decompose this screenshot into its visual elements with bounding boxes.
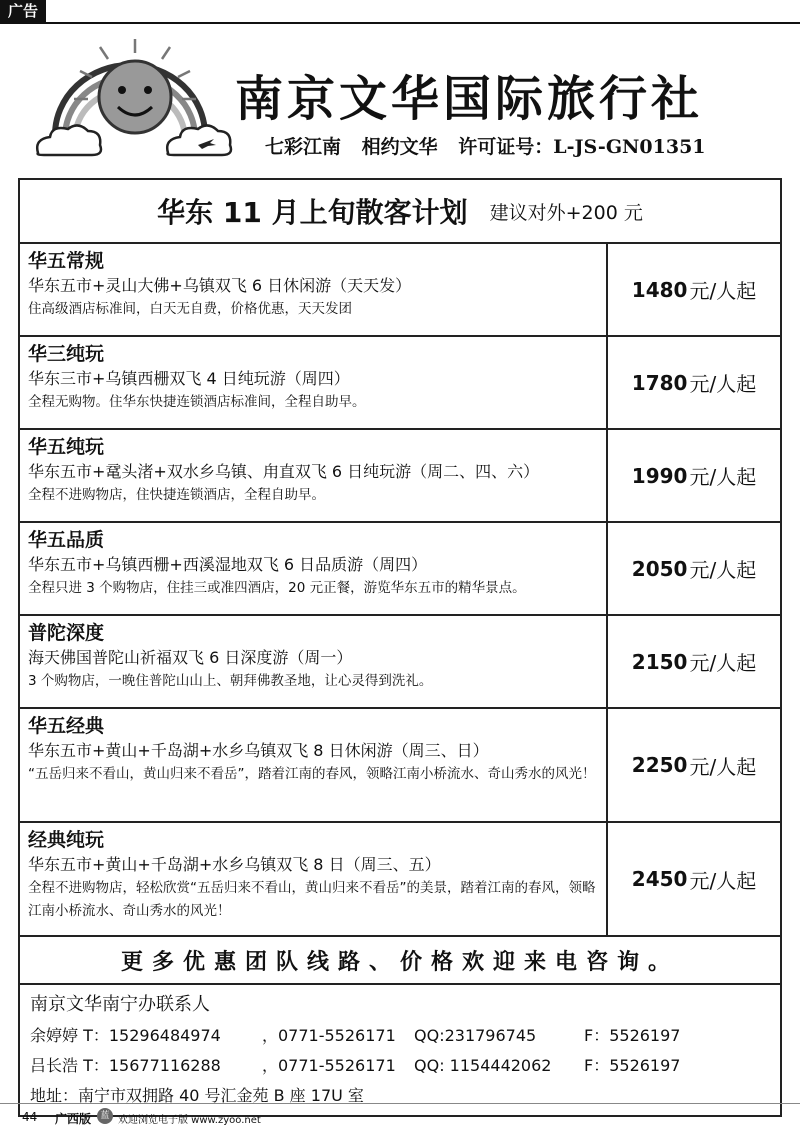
- tour-route: 华东五市+黄山+千岛湖+水乡乌镇双飞 8 日休闲游（周三、日）: [28, 741, 489, 760]
- contact-address: 地址：南宁市双拥路 40 号汇金苑 B 座 17U 室: [30, 1086, 364, 1105]
- contact-person: [30, 1051, 780, 1081]
- tour-category: 华五品质: [28, 529, 105, 551]
- tour-price-cell: [608, 709, 780, 821]
- license-number: 许可证号：L-JS-GN01351: [458, 136, 706, 158]
- tour-plan-table: [18, 178, 782, 1117]
- contact-phone: ，0771-5526171: [262, 1056, 396, 1075]
- contact-qq: QQ: 1154442062: [414, 1056, 552, 1075]
- tour-description: 住高级酒店标准间，白天无自费，价格优惠，天天发团: [28, 301, 352, 317]
- tour-price-cell: [608, 244, 780, 335]
- tour-row: [20, 709, 780, 823]
- tour-price-unit: 元/人起: [689, 558, 757, 582]
- tour-route: 华东五市+黄山+千岛湖+水乡乌镇双飞 8 日（周三、五）: [28, 855, 441, 874]
- company-name: 南京文华国际旅行社: [235, 71, 704, 127]
- tour-category: 华五纯玩: [28, 436, 105, 458]
- tour-price: 2250: [631, 753, 688, 777]
- tour-price-unit: 元/人起: [689, 465, 757, 489]
- tour-category: 华三纯玩: [28, 343, 105, 365]
- tour-price-unit: 元/人起: [689, 651, 757, 675]
- tour-price-unit: 元/人起: [689, 868, 757, 893]
- tour-details: [20, 823, 608, 935]
- tour-price: 2450: [631, 867, 688, 891]
- tour-description: 3 个购物店，一晚住普陀山山上、朝拜佛教圣地，让心灵得到洗礼。: [28, 673, 433, 689]
- tour-price: 2050: [631, 556, 688, 581]
- tour-details: [20, 523, 608, 614]
- contact-qq: QQ:231796745: [414, 1026, 537, 1045]
- slogan-2: 相约文华: [361, 136, 438, 158]
- tour-category: 普陀深度: [28, 622, 105, 644]
- tour-price-unit: 元/人起: [689, 279, 757, 303]
- page-footer: [0, 1103, 800, 1130]
- contact-fax: F：5526197: [584, 1026, 681, 1045]
- tour-price-cell: [608, 337, 780, 428]
- tour-rows: [20, 244, 780, 937]
- ad-label: 广告: [0, 0, 46, 22]
- tour-details: [20, 616, 608, 707]
- promo-banner: 更多优惠团队线路、价格欢迎来电咨询。: [20, 937, 780, 985]
- tour-description: 全程无购物。住华东快捷连锁酒店标准间，全程自助早。: [28, 394, 366, 410]
- tour-row: [20, 823, 780, 937]
- contact-fax: F：5526197: [584, 1056, 681, 1075]
- tour-price-cell: [608, 823, 780, 935]
- tour-details: [20, 430, 608, 521]
- plan-note: 建议对外+200 元: [489, 201, 643, 224]
- tour-details: [20, 244, 608, 335]
- tour-description: 全程不进购物店，轻松欣赏“五岳归来不看山，黄山归来不看岳”的美景，踏着江南的春风，领略江南小桥流水、奇山秀水的风光！: [28, 880, 596, 919]
- tour-price-unit: 元/人起: [689, 754, 757, 779]
- tour-route: 华东五市+鼋头渚+双水乡乌镇、甪直双飞 6 日纯玩游（周二、四、六）: [28, 462, 540, 481]
- tour-description: 全程不进购物店，住快捷连锁酒店，全程自助早。: [28, 487, 325, 503]
- footer-website: 欢迎浏览电子版 www.zyoo.net: [118, 1115, 261, 1126]
- tour-route: 华东五市+灵山大佛+乌镇双飞 6 日休闲游（天天发）: [28, 276, 412, 295]
- tour-price: 1990: [631, 463, 688, 488]
- tour-category: 华五经典: [28, 715, 105, 737]
- tour-description: “五岳归来不看山，黄山归来不看岳”，踏着江南的春风，领略江南小桥流水、奇山秀水的风光！: [28, 766, 596, 782]
- tour-row: [20, 244, 780, 337]
- tour-price-cell: [608, 430, 780, 521]
- top-divider: [0, 22, 800, 24]
- tour-price: 2150: [631, 649, 688, 674]
- tour-price: 1780: [631, 370, 688, 395]
- tour-details: [20, 709, 608, 821]
- tour-route: 华东五市+乌镇西栅+西溪湿地双飞 6 日品质游（周四）: [28, 555, 428, 574]
- tour-route: 华东三市+乌镇西栅双飞 4 日纯玩游（周四）: [28, 369, 350, 388]
- tour-route: 海天佛国普陀山祈福双飞 6 日深度游（周一）: [28, 648, 353, 667]
- tour-row: [20, 616, 780, 709]
- tour-row: [20, 523, 780, 616]
- tour-price: 1480: [631, 277, 688, 302]
- contact-section: [20, 985, 780, 1115]
- tour-row: [20, 430, 780, 523]
- contact-name-tel: 吕长浩 T：15677116288: [30, 1056, 221, 1075]
- tour-description: 全程只进 3 个购物店，住挂三或准四酒店，20 元正餐，游览华东五市的精华景点。: [28, 580, 526, 596]
- slogan-line: [265, 132, 720, 159]
- tour-category: 华五常规: [28, 250, 105, 272]
- plan-title: 华东 11 月上旬散客计划: [157, 196, 468, 229]
- contact-phone: ，0771-5526171: [262, 1026, 396, 1045]
- tour-row: [20, 337, 780, 430]
- tour-price-unit: 元/人起: [689, 372, 757, 396]
- slogan-1: 七彩江南: [265, 136, 342, 158]
- tour-price-cell: [608, 616, 780, 707]
- tour-price-cell: [608, 523, 780, 614]
- contact-title: 南京文华南宁办联系人: [30, 994, 210, 1015]
- contact-person: [30, 1021, 780, 1051]
- page-number: 44: [22, 1110, 38, 1124]
- plan-header: [20, 180, 780, 244]
- sun-rainbow-logo: [30, 35, 240, 160]
- tour-details: [20, 337, 608, 428]
- edition-badge: 蓝: [97, 1108, 113, 1124]
- edition-label: 广西版: [55, 1112, 92, 1126]
- contact-name-tel: 余婷婷 T：15296484974: [30, 1026, 221, 1045]
- tour-category: 经典纯玩: [28, 829, 105, 851]
